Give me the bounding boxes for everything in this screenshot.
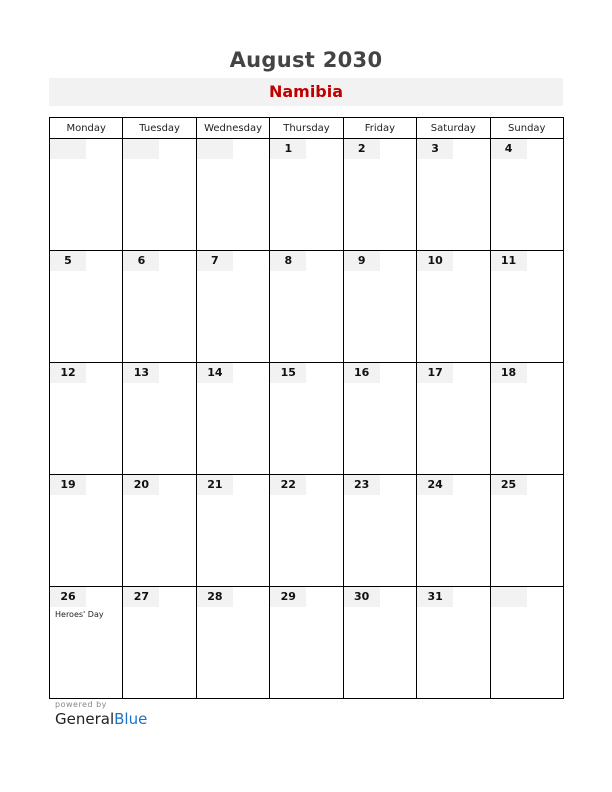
day-number bbox=[123, 139, 159, 159]
day-number: 8 bbox=[270, 251, 306, 271]
weekday-saturday: Saturday bbox=[417, 118, 490, 139]
day-cell bbox=[123, 587, 196, 699]
day-cell bbox=[50, 363, 123, 475]
day-cell bbox=[343, 587, 416, 699]
day-number: 9 bbox=[344, 251, 380, 271]
day-cell bbox=[50, 251, 123, 363]
day-cell bbox=[417, 139, 490, 251]
day-number: 27 bbox=[123, 587, 159, 607]
weekday-sunday: Sunday bbox=[490, 118, 563, 139]
day-number: 14 bbox=[197, 363, 233, 383]
day-cell bbox=[196, 363, 269, 475]
day-cell bbox=[123, 251, 196, 363]
day-cell bbox=[490, 251, 563, 363]
day-number: 18 bbox=[491, 363, 527, 383]
weekday-monday: Monday bbox=[50, 118, 123, 139]
day-cell bbox=[417, 251, 490, 363]
weekday-header-row bbox=[50, 118, 564, 139]
day-number: 11 bbox=[491, 251, 527, 271]
day-number: 5 bbox=[50, 251, 86, 271]
day-cell bbox=[490, 139, 563, 251]
day-number: 29 bbox=[270, 587, 306, 607]
day-number: 23 bbox=[344, 475, 380, 495]
day-cell bbox=[417, 587, 490, 699]
day-cell bbox=[343, 139, 416, 251]
week-row bbox=[50, 363, 564, 475]
day-cell bbox=[417, 475, 490, 587]
day-number: 2 bbox=[344, 139, 380, 159]
day-cell bbox=[196, 587, 269, 699]
day-cell bbox=[50, 475, 123, 587]
brand-general: General bbox=[55, 710, 115, 728]
week-row bbox=[50, 475, 564, 587]
day-number: 30 bbox=[344, 587, 380, 607]
day-number: 1 bbox=[270, 139, 306, 159]
day-number: 21 bbox=[197, 475, 233, 495]
brand-blue: Blue bbox=[114, 710, 148, 728]
week-row bbox=[50, 139, 564, 251]
day-number: 25 bbox=[491, 475, 527, 495]
footer bbox=[55, 700, 147, 728]
day-number: 24 bbox=[417, 475, 453, 495]
day-number bbox=[197, 139, 233, 159]
day-cell bbox=[196, 475, 269, 587]
day-number: 4 bbox=[491, 139, 527, 159]
day-number: 12 bbox=[50, 363, 86, 383]
day-number: 6 bbox=[123, 251, 159, 271]
calendar-title: August 2030 bbox=[229, 48, 383, 72]
day-cell bbox=[123, 363, 196, 475]
day-cell bbox=[490, 363, 563, 475]
day-number: 16 bbox=[344, 363, 380, 383]
weekday-friday: Friday bbox=[343, 118, 416, 139]
empty-day-cell bbox=[490, 587, 563, 699]
week-row bbox=[50, 587, 564, 699]
powered-by-text: powered by bbox=[55, 700, 107, 709]
day-cell bbox=[123, 475, 196, 587]
day-number: 17 bbox=[417, 363, 453, 383]
day-number: 7 bbox=[197, 251, 233, 271]
calendar-grid bbox=[49, 117, 564, 699]
day-cell bbox=[343, 251, 416, 363]
country-name: Namibia bbox=[49, 78, 563, 106]
day-cell bbox=[490, 475, 563, 587]
day-cell bbox=[50, 587, 123, 699]
day-number bbox=[491, 587, 527, 607]
day-number: 3 bbox=[417, 139, 453, 159]
weekday-thursday: Thursday bbox=[270, 118, 343, 139]
day-cell bbox=[270, 363, 343, 475]
day-cell bbox=[270, 139, 343, 251]
day-number: 19 bbox=[50, 475, 86, 495]
day-number: 26 bbox=[50, 587, 86, 607]
day-number: 31 bbox=[417, 587, 453, 607]
day-cell bbox=[343, 475, 416, 587]
day-number: 15 bbox=[270, 363, 306, 383]
empty-day-cell bbox=[123, 139, 196, 251]
day-number bbox=[50, 139, 86, 159]
day-cell bbox=[196, 251, 269, 363]
day-cell bbox=[270, 475, 343, 587]
day-cell bbox=[343, 363, 416, 475]
day-cell bbox=[417, 363, 490, 475]
day-number: 20 bbox=[123, 475, 159, 495]
day-number: 13 bbox=[123, 363, 159, 383]
generalblue-logo bbox=[55, 710, 147, 728]
day-cell bbox=[270, 587, 343, 699]
day-cell bbox=[270, 251, 343, 363]
empty-day-cell bbox=[196, 139, 269, 251]
day-number: 22 bbox=[270, 475, 306, 495]
empty-day-cell bbox=[50, 139, 123, 251]
weekday-tuesday: Tuesday bbox=[123, 118, 196, 139]
week-row bbox=[50, 251, 564, 363]
holiday-label: Heroes' Day bbox=[55, 610, 104, 619]
day-number: 10 bbox=[417, 251, 453, 271]
weekday-wednesday: Wednesday bbox=[196, 118, 269, 139]
day-number: 28 bbox=[197, 587, 233, 607]
